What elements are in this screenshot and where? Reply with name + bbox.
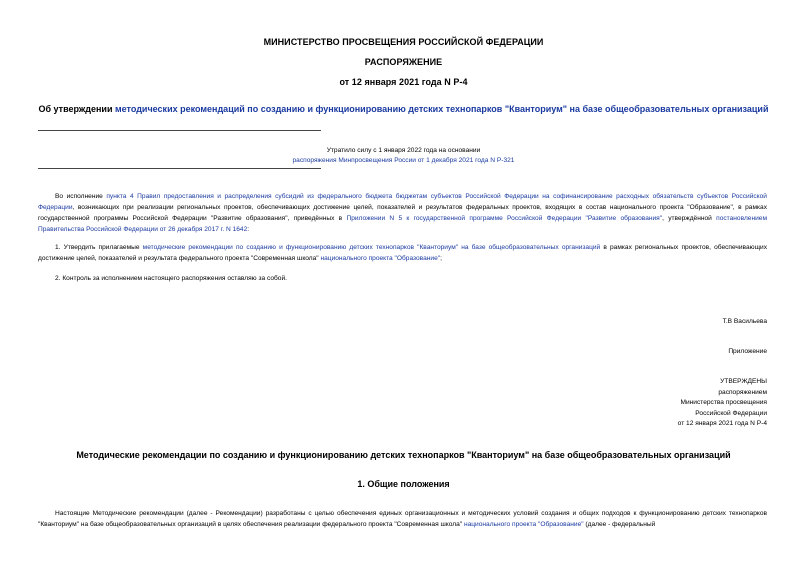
preamble-link-decree[interactable]: постановлением Правительства Российской Федерации от 26 декабря 2017 г. N 1642 [38,215,767,233]
title-link[interactable]: методических рекомендаций по созданию и функционированию детских технопарков "Кванториум" на базе общеобразовательных организаций [114,104,769,114]
preamble-paragraph [38,191,767,235]
appendix-label: Приложение [728,348,767,355]
divider-top [38,130,321,131]
item-1-text-1: 1. Утвердить прилагаемые [55,244,143,251]
approved-line-1: УТВЕРЖДЕНЫ [720,378,767,385]
divider-bottom [38,168,321,169]
preamble-link-appendix[interactable]: Приложении N 5 к государственной программе Российской Федерации "Развитие образования" [346,215,663,222]
approved-line-4: Российской Федерации [695,409,767,417]
item-1-paragraph [38,242,767,264]
annex-title: Методические рекомендации по созданию и функционированию детских технопарков "Кванториум" на базе общеобразовательных организаций [76,450,731,460]
section-1-text-1: Настоящие Методические рекомендации (далее - Рекомендации) разработаны с целью обеспечения единых организационных и методических условий создания и общих подходов к функционированию детских технопарков "Кванториум" на базе общеобразовательных организаций в целях обеспечения реализации федерального проекта "Современная школа" [38,510,767,528]
section-1-heading: 1. Общие положения [357,479,450,489]
item-2-paragraph: 2. Контроль за исполнением настоящего распоряжения оставляю за собой. [55,275,287,282]
approval-block [678,377,767,430]
section-1-paragraph [38,508,767,530]
approved-line-5: от 12 января 2021 года N Р-4 [677,420,767,427]
doc-date-number: от 12 января 2021 года N Р-4 [339,77,468,87]
item-1-link-national-project[interactable]: национального проекта "Образование" [320,255,441,262]
section-1-link-national-project[interactable]: национального проекта "Образование" [463,521,584,528]
approved-line-3: Министерства просвещения [680,399,767,406]
item-1-link-recommendations[interactable]: методические рекомендации по созданию и функционированию детских технопарков "Кванториум" на базе общеобразовательных организаций [142,244,601,251]
preamble-text-2: , возникающих при реализации региональных проектов, обеспечивающих достижение целей, показателей и результатов федеральных проектов, входящих в состав национального проекта "Образование", в рамках государственной программы Российской Федерации "Развитие образования", приведённых в [38,204,767,222]
signature: Т.В Васильева [722,318,767,325]
status-line: Утратило силу с 1 января 2022 года на основании [326,147,481,154]
title-prefix: Об утверждении [38,104,115,114]
status-link[interactable]: распоряжения Минпросвещения России от 1 декабря 2021 года N Р-321 [292,157,515,164]
preamble-link-rules[interactable]: пункта 4 Правил предоставления и распределения субсидий из федерального бюджета бюджетам субъектов Российской Федерации на софинансирование расходных обязательств субъектов Российской Федерации [38,193,767,211]
item-1-text-3: ; [440,255,442,262]
ministry-heading: МИНИСТЕРСТВО ПРОСВЕЩЕНИЯ РОССИЙСКОЙ ФЕДЕРАЦИИ [263,37,544,47]
item-1-text-2: в рамках региональных проектов, обеспечивающих достижение целей, показателей и результата федерального проекта "Современная школа" [38,244,767,262]
preamble-text-1: Во исполнение [55,193,107,200]
document-title [0,104,807,114]
doc-type-heading: РАСПОРЯЖЕНИЕ [364,57,443,67]
preamble-text-3: , утверждённой [662,215,717,222]
approved-line-2: распоряжением [718,388,767,396]
section-1-text-2: (далее - федеральный [583,521,656,528]
preamble-text-4: : [247,226,250,233]
